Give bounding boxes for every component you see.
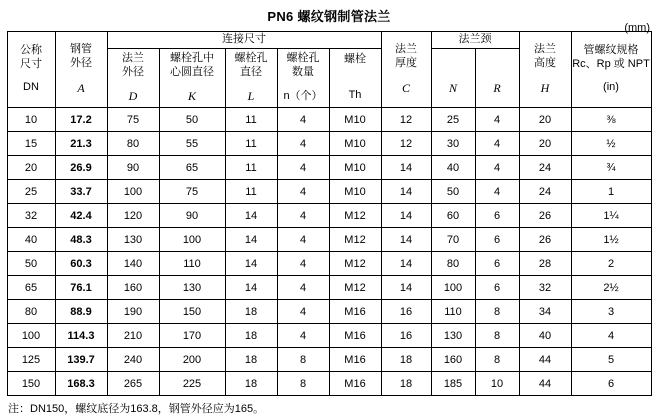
cell-d: 90	[107, 156, 159, 180]
cell-h: 40	[519, 324, 571, 348]
cell-nn: 80	[431, 252, 475, 276]
cell-dn: 40	[7, 228, 55, 252]
cell-n: 4	[277, 324, 329, 348]
cell-l: 14	[225, 228, 277, 252]
cell-k: 150	[159, 300, 225, 324]
cell-n: 8	[277, 348, 329, 372]
cell-c: 18	[381, 372, 431, 396]
cell-r: 8	[475, 324, 519, 348]
cell-nn: 160	[431, 348, 475, 372]
cell-c: 18	[381, 348, 431, 372]
unit-label: (mm)	[624, 22, 650, 34]
cell-thread: 1	[571, 180, 651, 204]
header-flange-od: 法兰 外径 D	[107, 49, 159, 108]
cell-nn: 130	[431, 324, 475, 348]
cell-th: M16	[329, 300, 381, 324]
cell-h: 24	[519, 156, 571, 180]
cell-n: 4	[277, 180, 329, 204]
cell-r: 4	[475, 132, 519, 156]
cell-dn: 150	[7, 372, 55, 396]
cell-nn: 60	[431, 204, 475, 228]
cell-dn: 15	[7, 132, 55, 156]
table-row	[7, 132, 651, 156]
cell-n: 4	[277, 132, 329, 156]
table-row	[7, 300, 651, 324]
header-nominal-size: 公称 尺寸 DN	[7, 32, 55, 108]
header-bolt-circle: 螺栓孔中 心圆直径 K	[159, 49, 225, 108]
table-body	[7, 108, 651, 396]
cell-k: 75	[159, 180, 225, 204]
cell-thread: 2½	[571, 276, 651, 300]
cell-c: 14	[381, 204, 431, 228]
cell-thread: 4	[571, 324, 651, 348]
cell-h: 34	[519, 300, 571, 324]
header-bolt-hole-dia: 螺栓孔 直径 L	[225, 49, 277, 108]
cell-a: 42.4	[55, 204, 107, 228]
table-row	[7, 228, 651, 252]
cell-c: 14	[381, 252, 431, 276]
cell-c: 12	[381, 108, 431, 132]
cell-nn: 110	[431, 300, 475, 324]
cell-l: 11	[225, 108, 277, 132]
cell-d: 80	[107, 132, 159, 156]
cell-r: 4	[475, 108, 519, 132]
cell-th: M12	[329, 228, 381, 252]
cell-r: 8	[475, 300, 519, 324]
cell-l: 11	[225, 180, 277, 204]
cell-k: 55	[159, 132, 225, 156]
cell-k: 200	[159, 348, 225, 372]
cell-n: 8	[277, 372, 329, 396]
cell-k: 130	[159, 276, 225, 300]
cell-r: 10	[475, 372, 519, 396]
cell-dn: 80	[7, 300, 55, 324]
cell-r: 6	[475, 252, 519, 276]
cell-nn: 50	[431, 180, 475, 204]
flange-spec-table	[7, 31, 652, 396]
cell-k: 170	[159, 324, 225, 348]
table-row	[7, 156, 651, 180]
cell-c: 12	[381, 132, 431, 156]
cell-th: M10	[329, 156, 381, 180]
cell-r: 6	[475, 228, 519, 252]
cell-d: 130	[107, 228, 159, 252]
cell-a: 139.7	[55, 348, 107, 372]
cell-d: 265	[107, 372, 159, 396]
cell-h: 28	[519, 252, 571, 276]
cell-dn: 20	[7, 156, 55, 180]
header-flange-thickness: 法兰 厚度 C	[381, 32, 431, 108]
cell-dn: 65	[7, 276, 55, 300]
cell-th: M16	[329, 348, 381, 372]
cell-k: 100	[159, 228, 225, 252]
table-row	[7, 372, 651, 396]
cell-thread: ⅜	[571, 108, 651, 132]
cell-a: 76.1	[55, 276, 107, 300]
cell-k: 110	[159, 252, 225, 276]
cell-r: 4	[475, 156, 519, 180]
cell-d: 190	[107, 300, 159, 324]
cell-th: M10	[329, 108, 381, 132]
cell-thread: 1½	[571, 228, 651, 252]
cell-h: 24	[519, 180, 571, 204]
cell-n: 4	[277, 252, 329, 276]
cell-c: 14	[381, 156, 431, 180]
cell-c: 16	[381, 324, 431, 348]
cell-th: M16	[329, 372, 381, 396]
cell-dn: 125	[7, 348, 55, 372]
table-row	[7, 252, 651, 276]
cell-r: 4	[475, 180, 519, 204]
cell-nn: 25	[431, 108, 475, 132]
cell-a: 48.3	[55, 228, 107, 252]
cell-h: 26	[519, 228, 571, 252]
cell-l: 14	[225, 252, 277, 276]
cell-th: M12	[329, 276, 381, 300]
cell-h: 44	[519, 372, 571, 396]
cell-n: 4	[277, 300, 329, 324]
table-row	[7, 276, 651, 300]
cell-a: 88.9	[55, 300, 107, 324]
cell-h: 32	[519, 276, 571, 300]
header-flange-neck-n: N	[431, 49, 475, 108]
cell-d: 240	[107, 348, 159, 372]
cell-nn: 70	[431, 228, 475, 252]
cell-dn: 32	[7, 204, 55, 228]
cell-dn: 50	[7, 252, 55, 276]
cell-thread: 1¼	[571, 204, 651, 228]
cell-d: 140	[107, 252, 159, 276]
cell-c: 14	[381, 180, 431, 204]
cell-dn: 25	[7, 180, 55, 204]
cell-dn: 100	[7, 324, 55, 348]
page-title: PN6 螺纹钢制管法兰	[267, 9, 391, 24]
cell-a: 33.7	[55, 180, 107, 204]
cell-l: 18	[225, 324, 277, 348]
cell-c: 14	[381, 276, 431, 300]
header-pipe-od: 钢管 外径 A	[55, 32, 107, 108]
cell-n: 4	[277, 204, 329, 228]
cell-nn: 40	[431, 156, 475, 180]
cell-l: 18	[225, 300, 277, 324]
table-row	[7, 180, 651, 204]
cell-dn: 10	[7, 108, 55, 132]
cell-n: 4	[277, 108, 329, 132]
table-row	[7, 204, 651, 228]
cell-d: 100	[107, 180, 159, 204]
cell-k: 50	[159, 108, 225, 132]
cell-th: M10	[329, 132, 381, 156]
cell-thread: 6	[571, 372, 651, 396]
cell-l: 11	[225, 132, 277, 156]
cell-l: 14	[225, 276, 277, 300]
cell-r: 6	[475, 204, 519, 228]
cell-l: 14	[225, 204, 277, 228]
cell-n: 4	[277, 276, 329, 300]
cell-d: 210	[107, 324, 159, 348]
table-row	[7, 108, 651, 132]
cell-n: 4	[277, 156, 329, 180]
header-flange-neck-r: R	[475, 49, 519, 108]
cell-k: 225	[159, 372, 225, 396]
cell-th: M16	[329, 324, 381, 348]
cell-thread: 5	[571, 348, 651, 372]
table-row	[7, 324, 651, 348]
cell-nn: 100	[431, 276, 475, 300]
cell-th: M12	[329, 252, 381, 276]
cell-k: 65	[159, 156, 225, 180]
cell-thread: ¾	[571, 156, 651, 180]
cell-n: 4	[277, 228, 329, 252]
header-connection-dims: 连接尺寸	[107, 32, 381, 49]
cell-a: 60.3	[55, 252, 107, 276]
cell-a: 21.3	[55, 132, 107, 156]
cell-h: 44	[519, 348, 571, 372]
cell-thread: ½	[571, 132, 651, 156]
header-thread-spec: 管螺纹规格 Rc、Rp 或 NPT (in)	[571, 32, 651, 108]
cell-r: 6	[475, 276, 519, 300]
header-bolt-count: 螺栓孔 数量 n（个）	[277, 49, 329, 108]
cell-r: 8	[475, 348, 519, 372]
cell-d: 120	[107, 204, 159, 228]
cell-k: 90	[159, 204, 225, 228]
cell-a: 26.9	[55, 156, 107, 180]
cell-a: 17.2	[55, 108, 107, 132]
cell-thread: 3	[571, 300, 651, 324]
header-flange-height: 法兰 高度 H	[519, 32, 571, 108]
cell-h: 20	[519, 132, 571, 156]
cell-l: 18	[225, 348, 277, 372]
cell-th: M10	[329, 180, 381, 204]
cell-l: 18	[225, 372, 277, 396]
cell-nn: 30	[431, 132, 475, 156]
table-footnote: 注：DN150，螺纹底径为163.8，钢管外径应为165。	[8, 403, 265, 415]
cell-c: 14	[381, 228, 431, 252]
cell-nn: 185	[431, 372, 475, 396]
cell-thread: 2	[571, 252, 651, 276]
cell-a: 114.3	[55, 324, 107, 348]
cell-a: 168.3	[55, 372, 107, 396]
header-flange-neck: 法兰颈	[431, 32, 519, 49]
cell-d: 75	[107, 108, 159, 132]
cell-th: M12	[329, 204, 381, 228]
cell-c: 16	[381, 300, 431, 324]
cell-d: 160	[107, 276, 159, 300]
header-bolt: 螺栓 Th	[329, 49, 381, 108]
cell-l: 11	[225, 156, 277, 180]
cell-h: 20	[519, 108, 571, 132]
cell-h: 26	[519, 204, 571, 228]
table-row	[7, 348, 651, 372]
